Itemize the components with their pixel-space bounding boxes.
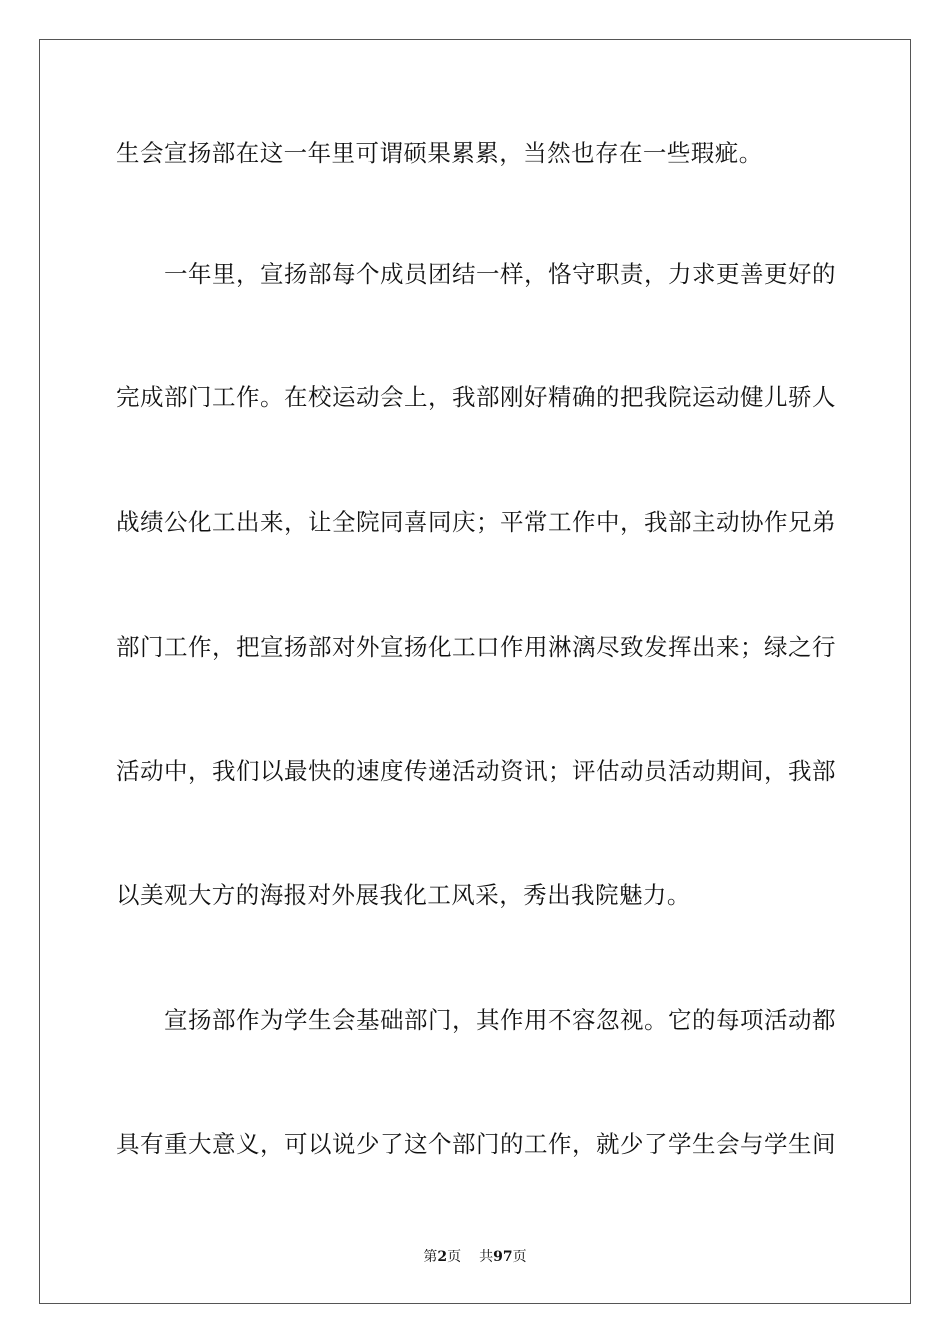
page-border <box>39 39 911 1304</box>
text-line-4: 战绩公化工出来，让全院同喜同庆；平常工作中，我部主动协作兄弟 <box>116 508 836 536</box>
page-footer <box>0 1248 950 1266</box>
page-number: 2 <box>437 1249 448 1265</box>
total-prefix: 共 <box>479 1249 494 1265</box>
page-suffix: 页 <box>447 1249 462 1265</box>
total-pages: 97 <box>493 1249 513 1265</box>
text-line-3: 完成部门工作。在校运动会上，我部刚好精确的把我院运动健儿骄人 <box>116 383 836 411</box>
text-line-1: 生会宣扬部在这一年里可谓硕果累累，当然也存在一些瑕疵。 <box>116 139 763 167</box>
text-line-8: 宣扬部作为学生会基础部门，其作用不容忽视。它的每项活动都 <box>164 1006 836 1034</box>
text-line-6: 活动中，我们以最快的速度传递活动资讯；评估动员活动期间，我部 <box>116 757 836 785</box>
text-line-5: 部门工作，把宣扬部对外宣扬化工口作用淋漓尽致发挥出来；绿之行 <box>116 633 836 661</box>
text-line-7: 以美观大方的海报对外展我化工风采，秀出我院魅力。 <box>116 881 691 909</box>
text-line-2: 一年里，宣扬部每个成员团结一样，恪守职责，力求更善更好的 <box>164 260 836 288</box>
page-prefix: 第 <box>423 1249 438 1265</box>
text-line-9: 具有重大意义，可以说少了这个部门的工作，就少了学生会与学生间 <box>116 1130 836 1158</box>
total-suffix: 页 <box>512 1249 527 1265</box>
